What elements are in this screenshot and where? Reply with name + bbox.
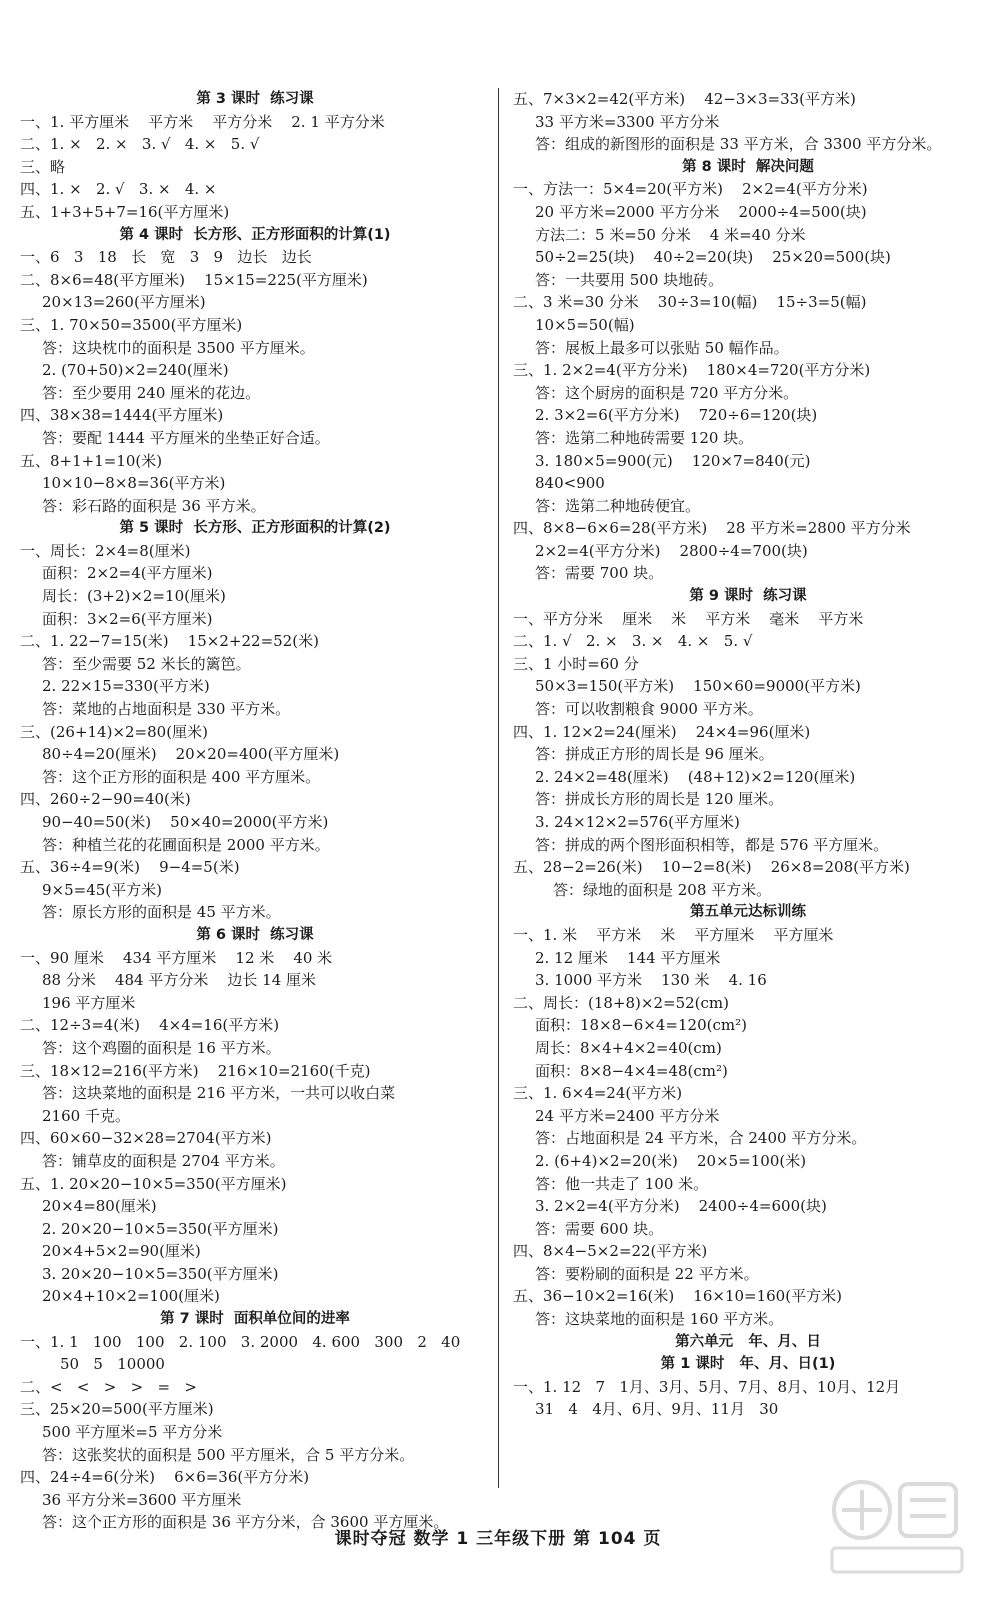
answer-line: 2×2=4(平方分米) 2800÷4=700(块) xyxy=(535,541,808,560)
answer-line: 3. 2×2=4(平方分米) 2400÷4=600(块) xyxy=(535,1197,827,1216)
answer-line: 二、1. √ 2. × 3. × 4. × 5. √ xyxy=(513,632,753,651)
answer-line: 2. 20×20−10×5=350(平方厘米) xyxy=(42,1219,279,1238)
answer-line: 一、方法一：5×4=20(平方米) 2×2=4(平方分米) xyxy=(513,180,868,199)
answer-line: 二、1. × 2. × 3. √ 4. × 5. √ xyxy=(20,135,260,154)
answer-line: 答：这块枕巾的面积是 3500 平方厘米。 xyxy=(42,338,315,357)
answer-line: 三、1. 70×50=3500(平方厘米) xyxy=(20,315,243,334)
section-heading: 第 4 课时 长方形、正方形面积的计算(1) xyxy=(119,226,391,243)
answer-line: 2. (70+50)×2=240(厘米) xyxy=(42,361,229,380)
answer-line: 答：组成的新图形的面积是 33 平方米，合 3300 平方分米。 xyxy=(535,135,942,154)
answer-line: 31 4 4月、6月、9月、11月 30 xyxy=(535,1400,779,1419)
answer-line: 二、< < > > = > xyxy=(20,1377,197,1396)
answer-line: 一、周长：2×4=8(厘米) xyxy=(20,541,191,560)
answer-line: 答：原长方形的面积是 45 平方米。 xyxy=(42,903,281,922)
answer-line: 50÷2=25(块) 40÷2=20(块) 25×20=500(块) xyxy=(535,248,891,267)
section-heading: 第 7 课时 面积单位间的进率 xyxy=(160,1311,350,1328)
answer-line: 五、8+1+1=10(米) xyxy=(20,451,163,470)
answer-line: 一、平方分米 厘米 米 平方米 毫米 平方米 xyxy=(513,609,864,628)
answer-line: 答：菜地的占地面积是 330 平方米。 xyxy=(42,700,291,719)
section-heading: 第五单元达标训练 xyxy=(690,904,806,921)
answer-line: 答：这个鸡圈的面积是 16 平方米。 xyxy=(42,1038,281,1057)
answer-line: 三、1. 6×4=24(平方米) xyxy=(513,1084,683,1103)
answer-line: 答：这块菜地的面积是 160 平方米。 xyxy=(535,1310,784,1329)
answer-line: 答：拼成正方形的周长是 96 厘米。 xyxy=(535,745,774,764)
answer-line: 答：至少需要 52 米长的篱笆。 xyxy=(42,654,251,673)
answer-line: 20×4=80(厘米) xyxy=(42,1197,157,1216)
answer-line: 答：拼成的两个图形面积相等，都是 576 平方厘米。 xyxy=(535,835,889,854)
answer-line: 答：彩石路的面积是 36 平方米。 xyxy=(42,496,266,515)
answer-line: 196 平方厘米 xyxy=(42,993,136,1012)
answer-line: 一、6 3 18 长 宽 3 9 边长 边长 xyxy=(20,248,312,267)
answer-line: 四、8×8−6×6=28(平方米) 28 平方米=2800 平方分米 xyxy=(513,519,911,538)
answer-line: 面积：18×8−6×4=120(cm²) xyxy=(535,1016,747,1035)
answer-line: 答：这个正方形的面积是 36 平方分米，合 3600 平方厘米。 xyxy=(42,1513,449,1532)
answer-line: 答：可以收割粮食 9000 平方米。 xyxy=(535,700,763,719)
answer-line: 20 平方米=2000 平方分米 2000÷4=500(块) xyxy=(535,202,867,221)
section-heading: 第 1 课时 年、月、日(1) xyxy=(660,1356,836,1373)
answer-line: 答：这块菜地的面积是 216 平方米，一共可以收白菜 xyxy=(42,1084,396,1103)
answer-line: 周长：8×4+4×2=40(cm) xyxy=(535,1038,722,1057)
answer-line: 2. 3×2=6(平方分米) 720÷6=120(块) xyxy=(535,406,818,425)
left-column xyxy=(20,88,490,1534)
answer-line: 方法二：5 米=50 分米 4 米=40 分米 xyxy=(535,225,806,244)
answer-line: 二、8×6=48(平方厘米) 15×15=225(平方厘米) xyxy=(20,270,368,289)
answer-line: 四、260÷2−90=40(米) xyxy=(20,790,191,809)
answer-line: 四、1. 12×2=24(厘米) 24×4=96(厘米) xyxy=(513,722,811,741)
answer-line: 24 平方米=2400 平方分米 xyxy=(535,1106,720,1125)
answer-line: 一、90 厘米 434 平方厘米 12 米 40 米 xyxy=(20,948,333,967)
section-heading: 第 8 课时 解决问题 xyxy=(682,158,814,175)
answer-line: 面积：8×8−4×4=48(cm²) xyxy=(535,1061,728,1080)
answer-line: 四、8×4−5×2=22(平方米) xyxy=(513,1242,708,1261)
answer-line: 答：占地面积是 24 平方米，合 2400 平方分米。 xyxy=(535,1129,867,1148)
answer-line: 二、3 米=30 分米 30÷3=10(幅) 15÷3=5(幅) xyxy=(513,293,867,312)
answer-line: 答：展板上最多可以张贴 50 幅作品。 xyxy=(535,338,789,357)
answer-line: 答：他一共走了 100 米。 xyxy=(535,1174,709,1193)
answer-line: 三、18×12=216(平方米) 216×10=2160(千克) xyxy=(20,1061,371,1080)
answer-line: 答：需要 700 块。 xyxy=(535,564,664,583)
answer-line: 10×10−8×8=36(平方米) xyxy=(42,474,226,493)
answer-line: 面积：3×2=6(平方厘米) xyxy=(42,609,213,628)
answer-line: 四、24÷4=6(分米) 6×6=36(平方分米) xyxy=(20,1468,310,1487)
section-heading: 第 9 课时 练习课 xyxy=(689,588,807,605)
answer-line: 五、36÷4=9(米) 9−4=5(米) xyxy=(20,858,240,877)
answer-line: 答：这个厨房的面积是 720 平方分米。 xyxy=(535,383,799,402)
answer-line: 周长：(3+2)×2=10(厘米) xyxy=(42,587,226,606)
answer-line: 20×13=260(平方厘米) xyxy=(42,293,206,312)
answer-line: 90−40=50(米) 50×40=2000(平方米) xyxy=(42,813,329,831)
answer-line: 五、36−10×2=16(米) 16×10=160(平方米) xyxy=(513,1287,842,1306)
section-heading: 第 3 课时 练习课 xyxy=(196,91,314,107)
answer-line: 840<900 xyxy=(535,474,605,493)
answer-line: 9×5=45(平方米) xyxy=(42,880,163,899)
answer-line: 三、1 小时=60 分 xyxy=(513,654,639,673)
answer-line: 三、(26+14)×2=80(厘米) xyxy=(20,722,208,741)
page-footer: 课时夺冠 数学 1 三年级下册 第 104 页 xyxy=(334,1529,662,1549)
answer-line: 2. 12 厘米 144 平方厘米 xyxy=(535,948,721,967)
answer-line: 一、1. 12 7 1月、3月、5月、7月、8月、10月、12月 xyxy=(513,1377,901,1396)
answer-line: 50 5 10000 xyxy=(60,1355,165,1374)
right-column xyxy=(513,88,983,1421)
answer-line: 一、1. 米 平方米 米 平方厘米 平方厘米 xyxy=(513,925,834,944)
answer-line: 五、28−2=26(米) 10−2=8(米) 26×8=208(平方米) xyxy=(513,858,910,877)
answer-line: 三、25×20=500(平方厘米) xyxy=(20,1400,214,1419)
answer-line: 三、略 xyxy=(20,157,66,176)
answer-line: 2160 千克。 xyxy=(42,1106,130,1125)
answer-line: 10×5=50(幅) xyxy=(535,315,635,334)
answer-line: 答：要配 1444 平方厘米的坐垫正好合适。 xyxy=(42,428,330,447)
answer-line: 答：需要 600 块。 xyxy=(535,1219,664,1238)
answer-line: 33 平方米=3300 平方分米 xyxy=(535,112,720,131)
answer-line: 四、1. × 2. √ 3. × 4. × xyxy=(20,180,217,199)
answer-line: 2. 22×15=330(平方米) xyxy=(42,677,210,696)
section-heading: 第 5 课时 长方形、正方形面积的计算(2) xyxy=(119,520,391,537)
answer-line: 3. 20×20−10×5=350(平方厘米) xyxy=(42,1264,279,1283)
answer-line: 五、1. 20×20−10×5=350(平方厘米) xyxy=(20,1174,287,1193)
answer-line: 答：选第二种地砖需要 120 块。 xyxy=(535,428,754,447)
answer-line: 80÷4=20(厘米) 20×20=400(平方厘米) xyxy=(42,745,340,764)
answer-line: 二、1. 22−7=15(米) 15×2+22=52(米) xyxy=(20,632,319,651)
answer-line: 500 平方厘米=5 平方分米 xyxy=(42,1423,223,1442)
answer-line: 答：绿地的面积是 208 平方米。 xyxy=(553,880,772,899)
answer-line: 答：种植兰花的花圃面积是 2000 平方米。 xyxy=(42,835,330,854)
answer-line: 3. 1000 平方米 130 米 4. 16 xyxy=(535,971,767,990)
answer-line: 五、1+3+5+7=16(平方厘米) xyxy=(20,202,230,221)
answer-line: 三、1. 2×2=4(平方分米) 180×4=720(平方分米) xyxy=(513,361,871,380)
answer-line: 一、1. 平方厘米 平方米 平方分米 2. 1 平方分米 xyxy=(20,112,385,131)
answer-line: 2. (6+4)×2=20(米) 20×5=100(米) xyxy=(535,1151,807,1170)
answer-line: 88 分米 484 平方分米 边长 14 厘米 xyxy=(42,971,317,990)
section-heading: 第 6 课时 练习课 xyxy=(196,926,314,943)
answer-line: 答：这个正方形的面积是 400 平方厘米。 xyxy=(42,767,321,786)
answer-line: 2. 24×2=48(厘米) (48+12)×2=120(厘米) xyxy=(535,767,856,786)
answer-line: 答：一共要用 500 块地砖。 xyxy=(535,270,724,289)
answer-line: 面积：2×2=4(平方厘米) xyxy=(42,564,213,583)
answer-line: 3. 180×5=900(元) 120×7=840(元) xyxy=(535,451,811,470)
answer-line: 3. 24×12×2=576(平方厘米) xyxy=(535,813,740,831)
answer-line: 36 平方分米=3600 平方厘米 xyxy=(42,1490,242,1509)
answer-line: 答：要粉刷的面积是 22 平方米。 xyxy=(535,1264,759,1283)
answer-line: 二、12÷3=4(米) 4×4=16(平方米) xyxy=(20,1016,280,1035)
answer-line: 一、1. 1 100 100 2. 100 3. 2000 4. 600 300 2 40 xyxy=(20,1332,461,1351)
column-divider xyxy=(498,88,499,1488)
answer-line: 答：这张奖状的面积是 500 平方厘米，合 5 平方分米。 xyxy=(42,1445,415,1464)
section-heading: 第六单元 年、月、日 xyxy=(675,1333,821,1350)
watermark-logo-icon xyxy=(822,1470,972,1580)
answer-line: 五、7×3×2=42(平方米) 42−3×3=33(平方米) xyxy=(513,90,856,108)
answer-line: 答：拼成长方形的周长是 120 厘米。 xyxy=(535,790,784,809)
answer-line: 四、60×60−32×28=2704(平方米) xyxy=(20,1129,272,1148)
answer-line: 答：选第二种地砖便宜。 xyxy=(535,496,701,515)
answer-line: 答：至少要用 240 厘米的花边。 xyxy=(42,383,261,402)
answer-line: 答：铺草皮的面积是 2704 平方米。 xyxy=(42,1151,285,1170)
answer-line: 50×3=150(平方米) 150×60=9000(平方米) xyxy=(535,677,861,696)
answer-line: 20×4+5×2=90(厘米) xyxy=(42,1242,201,1261)
answer-line: 20×4+10×2=100(厘米) xyxy=(42,1287,220,1306)
answer-line: 二、周长：(18+8)×2=52(cm) xyxy=(513,993,729,1012)
answer-line: 四、38×38=1444(平方厘米) xyxy=(20,406,224,425)
